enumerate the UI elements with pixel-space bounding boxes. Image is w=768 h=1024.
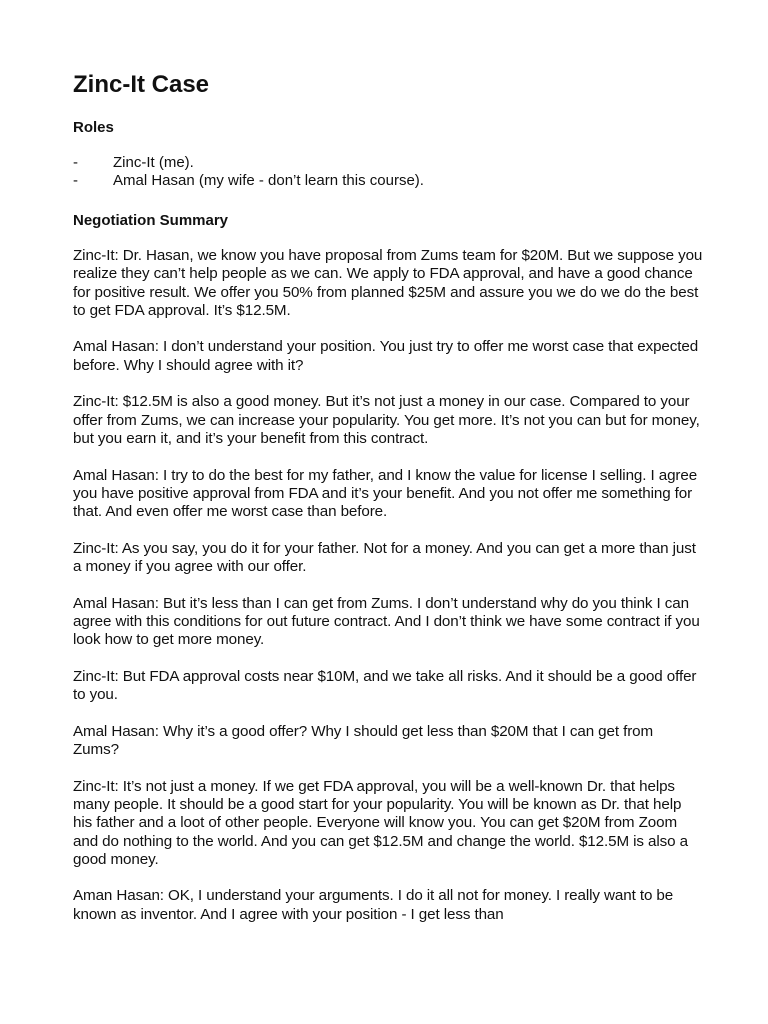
dialogue-paragraph: Zinc-It: But FDA approval costs near $10M, and we take all risks. And it should be a good offer to you. <box>73 667 697 704</box>
dialogue-paragraph: Amal Hasan: Why it’s a good offer? Why I should get less than $20M that I can get from Zums? <box>73 722 654 759</box>
bullet-dash: - <box>73 154 78 171</box>
role-text: Zinc-It (me). <box>113 154 194 171</box>
roles-list <box>73 154 703 190</box>
role-text: Amal Hasan (my wife - don’t learn this course). <box>113 172 424 189</box>
document-title: Zinc-It Case <box>73 71 210 98</box>
document-page <box>73 70 703 942</box>
dialogue-paragraph: Zinc-It: As you say, you do it for your father. Not for a money. And you can get a more than just a money if you agree with our offer. <box>73 539 696 576</box>
dialogue-paragraph: Aman Hasan: OK, I understand your arguments. I do it all not for money. I really want to be known as inventor. And I agree with your position - I get less than <box>73 887 674 923</box>
dialogue-paragraph: Zinc-It: It’s not just a money. If we get FDA approval, you will be a well-known Dr. that helps many people. It should be a good start for your popularity. You will be known as Dr. that help his father and a loot of other people. Everyone will know you. You can get $20M from Zoom and do nothing to the world. And you can get $12.5M and change the world. $12.5M is also a good money. <box>73 777 688 868</box>
list-item <box>73 172 703 190</box>
dialogue-paragraph: Amal Hasan: I don’t understand your position. You just try to offer me worst case that expected before. Why I should agree with it? <box>73 338 699 374</box>
bullet-dash: - <box>73 172 78 189</box>
dialogue-paragraph: Zinc-It: $12.5M is also a good money. But it’s not just a money in our case. Compared to your offer from Zums, we can increase your popularity. You get more. It’s not you can but for money, but you earn it, and it’s your benefit from this contract. <box>73 393 700 447</box>
dialogue-paragraph: Amal Hasan: But it’s less than I can get from Zums. I don’t understand why do you think I can agree with this conditions for out future contract. And I don’t think we have some contract if you look how to get more money. <box>73 594 700 649</box>
roles-heading: Roles <box>73 119 114 136</box>
dialogue-paragraph: Amal Hasan: I try to do the best for my father, and I know the value for license I selling. I agree you have positive approval from FDA and it’s your benefit. And you not offer me something for that. And even offer me worst case than before. <box>73 466 698 521</box>
list-item <box>73 154 703 172</box>
summary-heading: Negotiation Summary <box>73 212 229 229</box>
dialogue-paragraph: Zinc-It: Dr. Hasan, we know you have proposal from Zums team for $20M. But we suppose you realize they can’t help people as we can. We apply to FDA approval, and have a good chance for positive result. We offer you 50% from planned $25M and assure you we do we do the best to get FDA approval. It’s $12.5M. <box>73 247 703 319</box>
